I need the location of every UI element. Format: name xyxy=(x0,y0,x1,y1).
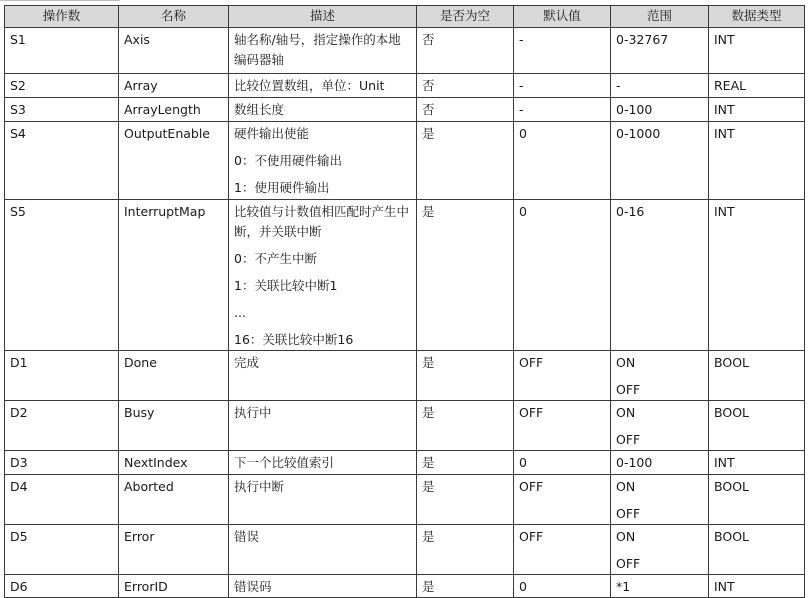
cell-data-type xyxy=(709,475,805,525)
cell-data-type xyxy=(709,200,805,351)
cell-default xyxy=(514,525,611,575)
cell-description-line: 16：关联比较中断16 xyxy=(234,332,354,347)
cell-name-text: Done xyxy=(124,355,157,370)
cell-default-text: 0 xyxy=(519,579,527,594)
cell-operand xyxy=(5,122,119,200)
cell-operand xyxy=(5,475,119,525)
cell-range xyxy=(611,575,709,598)
cell-default-text: - xyxy=(519,78,524,93)
cell-operand xyxy=(5,28,119,74)
table-body xyxy=(5,28,805,598)
cell-description xyxy=(229,475,417,525)
cell-range-line: 0-32767 xyxy=(616,32,669,47)
cell-range xyxy=(611,74,709,98)
cell-operand xyxy=(5,451,119,475)
cell-nullable xyxy=(417,351,514,401)
cell-nullable-text: 否 xyxy=(422,102,435,117)
cell-nullable xyxy=(417,122,514,200)
table-row xyxy=(5,401,805,451)
cell-description xyxy=(229,525,417,575)
cell-name-text: Aborted xyxy=(124,479,174,494)
cell-description-line: 1：关联比较中断1 xyxy=(234,278,338,293)
cell-nullable xyxy=(417,575,514,598)
cell-description-line: 比较位置数组，单位：Unit xyxy=(234,78,385,93)
cell-range xyxy=(611,98,709,122)
table-row xyxy=(5,122,805,200)
cell-data-type-text: INT xyxy=(714,579,735,594)
cell-data-type-text: INT xyxy=(714,102,735,117)
cell-name xyxy=(119,74,229,98)
parameter-table xyxy=(4,5,805,598)
cell-name-text: InterruptMap xyxy=(124,204,206,219)
cell-range-line: OFF xyxy=(616,506,641,521)
cell-default-text: - xyxy=(519,32,524,47)
cell-default xyxy=(514,28,611,74)
cell-name-text: Array xyxy=(124,78,158,93)
cell-description-line: ... xyxy=(234,305,246,320)
cell-nullable-text: 是 xyxy=(422,455,435,470)
cell-data-type xyxy=(709,525,805,575)
cell-operand xyxy=(5,98,119,122)
cell-operand xyxy=(5,351,119,401)
cell-default-text: OFF xyxy=(519,355,544,370)
cell-data-type xyxy=(709,28,805,74)
cell-default xyxy=(514,200,611,351)
cell-name-text: Error xyxy=(124,529,155,544)
cell-range xyxy=(611,475,709,525)
cell-data-type-text: BOOL xyxy=(714,355,749,370)
cell-range-line: ON xyxy=(616,479,636,494)
cell-range xyxy=(611,401,709,451)
cell-description-line: 下一个比较值索引 xyxy=(234,455,335,470)
cell-operand-text: S3 xyxy=(10,102,26,117)
cell-operand-text: D3 xyxy=(10,455,28,470)
cell-description-line: 0：不产生中断 xyxy=(234,251,317,266)
header-nullable: 是否为空 xyxy=(417,6,514,28)
cell-description xyxy=(229,122,417,200)
cell-operand-text: S1 xyxy=(10,32,26,47)
cell-name xyxy=(119,351,229,401)
cell-nullable-text: 是 xyxy=(422,579,435,594)
cell-range xyxy=(611,451,709,475)
cell-operand-text: D6 xyxy=(10,579,28,594)
cell-default xyxy=(514,475,611,525)
cell-nullable xyxy=(417,28,514,74)
header-name: 名称 xyxy=(119,6,229,28)
table-row xyxy=(5,575,805,598)
table-row xyxy=(5,98,805,122)
cell-default-text: 0 xyxy=(519,455,527,470)
cell-nullable xyxy=(417,451,514,475)
cell-range-line: OFF xyxy=(616,382,641,397)
cell-description-line: 1：使用硬件输出 xyxy=(234,180,330,195)
cell-name xyxy=(119,122,229,200)
cell-nullable-text: 是 xyxy=(422,126,435,141)
cell-name xyxy=(119,98,229,122)
cell-data-type-text: INT xyxy=(714,126,735,141)
cell-description xyxy=(229,351,417,401)
cell-description xyxy=(229,575,417,598)
cell-name xyxy=(119,28,229,74)
cell-nullable-text: 否 xyxy=(422,32,435,47)
cell-data-type-text: INT xyxy=(714,204,735,219)
cell-description-line: 轴名称/轴号，指定操作的本地编码器轴 xyxy=(234,32,401,67)
cell-operand-text: D5 xyxy=(10,529,28,544)
cell-data-type-text: REAL xyxy=(714,78,747,93)
cell-nullable xyxy=(417,74,514,98)
cell-default xyxy=(514,401,611,451)
cell-description-line: 比较值与计数值相匹配时产生中断，并关联中断 xyxy=(234,204,410,239)
cell-name xyxy=(119,401,229,451)
cell-nullable-text: 是 xyxy=(422,355,435,370)
cell-operand-text: D4 xyxy=(10,479,28,494)
cell-name-text: OutputEnable xyxy=(124,126,210,141)
cell-description-line: 错误码 xyxy=(234,579,272,594)
cell-nullable xyxy=(417,525,514,575)
cell-nullable-text: 是 xyxy=(422,405,435,420)
cell-operand xyxy=(5,525,119,575)
cell-default xyxy=(514,122,611,200)
cell-description-line: 完成 xyxy=(234,355,260,370)
cell-default xyxy=(514,451,611,475)
cell-name-text: NextIndex xyxy=(124,455,188,470)
cell-nullable xyxy=(417,401,514,451)
cell-range-line: 0-1000 xyxy=(616,126,661,141)
cell-range-line: OFF xyxy=(616,556,641,571)
cell-nullable-text: 是 xyxy=(422,204,435,219)
cell-data-type-text: BOOL xyxy=(714,529,749,544)
cell-data-type xyxy=(709,451,805,475)
cell-default-text: OFF xyxy=(519,479,544,494)
cell-description-line: 0：不使用硬件输出 xyxy=(234,153,342,168)
cell-operand-text: D1 xyxy=(10,355,28,370)
table-row xyxy=(5,451,805,475)
cell-description-line: 错误 xyxy=(234,529,260,544)
cell-description xyxy=(229,28,417,74)
cell-default xyxy=(514,98,611,122)
cell-description-line: 数组长度 xyxy=(234,102,285,117)
cell-operand xyxy=(5,200,119,351)
cell-data-type xyxy=(709,575,805,598)
top-rule xyxy=(0,0,120,1)
cell-name xyxy=(119,475,229,525)
cell-range-line: 0-16 xyxy=(616,204,645,219)
cell-data-type xyxy=(709,98,805,122)
cell-data-type-text: INT xyxy=(714,32,735,47)
cell-nullable-text: 否 xyxy=(422,78,435,93)
cell-description xyxy=(229,98,417,122)
cell-operand-text: S2 xyxy=(10,78,26,93)
cell-range-line: 0-100 xyxy=(616,102,653,117)
cell-name xyxy=(119,525,229,575)
cell-operand xyxy=(5,74,119,98)
cell-name-text: Busy xyxy=(124,405,155,420)
cell-default-text: OFF xyxy=(519,529,544,544)
cell-default xyxy=(514,74,611,98)
cell-name-text: ArrayLength xyxy=(124,102,201,117)
cell-description xyxy=(229,451,417,475)
table-row xyxy=(5,74,805,98)
header-operand: 操作数 xyxy=(5,6,119,28)
cell-nullable-text: 是 xyxy=(422,529,435,544)
cell-range-line: ON xyxy=(616,405,636,420)
cell-range xyxy=(611,200,709,351)
cell-range xyxy=(611,28,709,74)
cell-range-line: - xyxy=(616,78,621,93)
cell-default-text: OFF xyxy=(519,405,544,420)
cell-data-type-text: BOOL xyxy=(714,405,749,420)
cell-data-type xyxy=(709,401,805,451)
cell-range-line: 0-100 xyxy=(616,455,653,470)
cell-range-line: *1 xyxy=(616,579,631,594)
cell-default-text: 0 xyxy=(519,126,527,141)
cell-default xyxy=(514,351,611,401)
cell-nullable xyxy=(417,98,514,122)
cell-name xyxy=(119,451,229,475)
cell-operand-text: S4 xyxy=(10,126,26,141)
cell-default-text: 0 xyxy=(519,204,527,219)
cell-description xyxy=(229,200,417,351)
cell-data-type-text: BOOL xyxy=(714,479,749,494)
cell-description xyxy=(229,401,417,451)
header-data-type: 数据类型 xyxy=(709,6,805,28)
cell-range xyxy=(611,122,709,200)
cell-description-line: 执行中 xyxy=(234,405,272,420)
cell-nullable-text: 是 xyxy=(422,479,435,494)
header-description: 描述 xyxy=(229,6,417,28)
cell-operand-text: D2 xyxy=(10,405,28,420)
cell-nullable xyxy=(417,475,514,525)
cell-range-line: ON xyxy=(616,355,636,370)
cell-range xyxy=(611,525,709,575)
table-row xyxy=(5,351,805,401)
cell-data-type-text: INT xyxy=(714,455,735,470)
cell-name-text: Axis xyxy=(124,32,150,47)
cell-range xyxy=(611,351,709,401)
cell-name-text: ErrorID xyxy=(124,579,168,594)
cell-operand-text: S5 xyxy=(10,204,26,219)
cell-description-line: 硬件输出使能 xyxy=(234,126,310,141)
cell-operand xyxy=(5,575,119,598)
cell-nullable xyxy=(417,200,514,351)
cell-default xyxy=(514,575,611,598)
table-row xyxy=(5,200,805,351)
cell-data-type xyxy=(709,351,805,401)
header-range: 范围 xyxy=(611,6,709,28)
cell-operand xyxy=(5,401,119,451)
table-row xyxy=(5,28,805,74)
table-row xyxy=(5,525,805,575)
header-default: 默认值 xyxy=(514,6,611,28)
cell-default-text: - xyxy=(519,102,524,117)
cell-range-line: ON xyxy=(616,529,636,544)
cell-description-line: 执行中断 xyxy=(234,479,285,494)
cell-data-type xyxy=(709,74,805,98)
cell-description xyxy=(229,74,417,98)
cell-name xyxy=(119,575,229,598)
cell-data-type xyxy=(709,122,805,200)
table-row xyxy=(5,475,805,525)
table-header-row xyxy=(5,6,805,28)
cell-name xyxy=(119,200,229,351)
cell-range-line: OFF xyxy=(616,432,641,447)
